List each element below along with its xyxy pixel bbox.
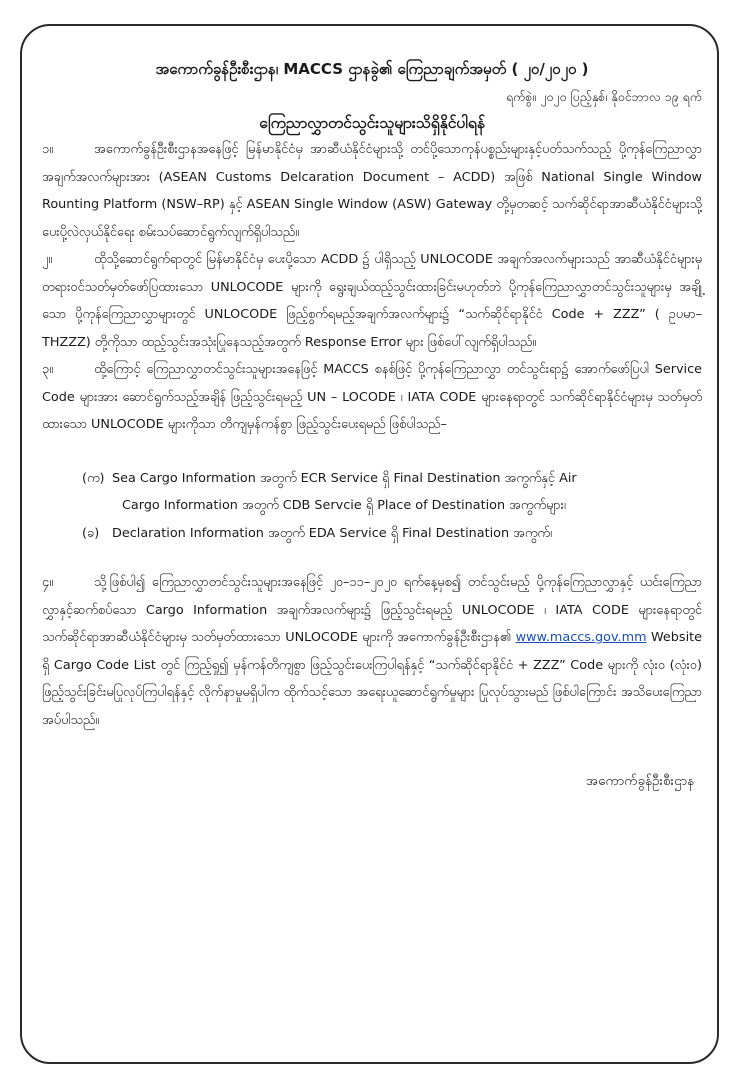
paragraph-number: ၃။ (42, 362, 54, 377)
paragraph-2 (42, 246, 702, 356)
service-code-list (42, 465, 702, 548)
list-marker: (က) (82, 470, 105, 486)
subject-heading: ကြေညာလွှာတင်သွင်းသူများသိရှိနိုင်ပါရန် (259, 114, 485, 132)
paragraph-4 (42, 569, 702, 734)
signature: အကောက်ခွန်ဦးစီးဌာန (585, 773, 694, 789)
paragraph-number: ၂။ (42, 252, 53, 267)
list-item-text: Sea Cargo Information အတွက် ECR Service ရှိ Final Destination အကွက်နှင့် Air (112, 470, 577, 486)
paragraph-text-continued: Website ရှိ Cargo Code List တွင် ကြည့်ရှု၍ မှန်ကန်တိကျစွာ ဖြည့်သွင်းပေးကြပါရန်နှင့် “သက်ဆိုင်ရာနိုင်ငံ + ZZZ” Code များကို လုံးဝ (လုံးဝ) ဖြည့်သွင်းခြင်းမပြုလုပ်ကြပါရန်နှင့် လိုက်နာမှုမရှိပါက ထိုက်သင့်သော အရေးယူဆောင်ရွက်မှုများ ပြုလုပ်သွားမည် ဖြစ်ပါကြောင်း အသိပေးကြေညာအပ်ပါသည်။ (42, 630, 703, 728)
list-item-continuation: Cargo Information အတွက် CDB Servcie ရှိ Place of Destination အကွက်များ၊ (122, 498, 566, 513)
paragraph-text: ထိုသို့ဆောင်ရွက်ရာတွင် မြန်မာနိုင်ငံမှ ပေးပို့သော ACDD ၌ ပါရှိသည့် UNLOCODE အချက်အလက်များသည် အာဆီယံနိုင်ငံများမှ တရားဝင်သတ်မှတ်ဖော်ပြထားသော UNLOCODE များကို ရွေးချယ်ထည့်သွင်းထားခြင်းမဟုတ်ဘဲ ပို့ကုန်ကြေညာလွှာတင်သွင်းသူများမှ အချို့သော ပို့ကုန်ကြေညာလွှာများတွင် UNLOCODE ဖြည့်စွက်ရမည့်အချက်အလက်များ၌ “သက်ဆိုင်ရာနိုင်ငံ Code + ZZZ” ( ဥပမာ– THZZZ) တို့ကိုသာ ထည့်သွင်းအသုံးပြုနေသည့်အတွက် Response Error များ ဖြစ်ပေါ်လျက်ရှိပါသည်။ (42, 252, 702, 350)
document-body (42, 58, 702, 792)
list-item-text: Declaration Information အတွက် EDA Service ရှိ Final Destination အကွက်၊ (112, 525, 552, 541)
paragraph-text: အကောက်ခွန်ဦးစီးဌာနအနေဖြင့် မြန်မာနိုင်ငံမှ အာဆီယံနိုင်ငံများသို့ တင်ပို့သောကုန်ပစ္စည်းများနှင့်ပတ်သက်သည့် ပို့ကုန်ကြေညာလွှာအချက်အလက်များအား (ASEAN Customs Delcaration Document – ACDD) အဖြစ် National Single Window Rounting Platform (NSW–RP) နှင့် ASEAN Single Window (ASW) Gateway တို့မှတဆင့် သက်ဆိုင်ရာအာဆီယံနိုင်ငံများသို့ ပေးပို့လဲလှယ်နိုင်ရေး စမ်းသပ်ဆောင်ရွက်လျက်ရှိပါသည်။ (42, 142, 702, 240)
paragraph-text: သို့ဖြစ်ပါ၍ ကြေညာလွှာတင်သွင်းသူများအနေဖြင့် ၂၀–၁၁–၂၀၂၀ ရက်နေ့မှစ၍ တင်သွင်းမည့် ပို့ကုန်ကြေညာလွှာနှင့် ယင်းကြေညာလွှာနှင့်ဆက်စပ်သော Cargo Information အချက်အလက်များ၌ ဖြည့်သွင်းရမည့် UNLOCODE ၊ IATA CODE များနေရာတွင် သက်ဆိုင်ရာအာဆီယံနိုင်ငံများမှ သတ်မှတ်ထားသော UNLOCODE များကို အကောက်ခွန်ဦးစီးဌာန၏ (42, 575, 702, 645)
paragraph-3 (42, 356, 702, 439)
paragraph-number: ၁။ (42, 142, 54, 157)
list-marker: (ခ) (82, 525, 100, 541)
announcement-title: အကောက်ခွန်ဦးစီးဌာန၊ MACCS ဌာနခွဲ၏ ကြေညာချက်အမှတ် ( ၂၀/၂၀၂၀ ) (155, 60, 589, 78)
date-line: ရက်စွဲ။ ၂၀၂၀ ပြည့်နှစ်၊ နိုဝင်ဘာလ ၁၉ ရက် (506, 89, 702, 104)
maccs-website-link[interactable]: www.maccs.gov.mm (515, 630, 647, 645)
list-item-kha (82, 520, 702, 548)
paragraph-1 (42, 136, 702, 246)
list-item-ka (82, 465, 702, 520)
paragraph-text: ထို့ကြောင့် ကြေညာလွှာတင်သွင်းသူများအနေဖြင့် MACCS စနစ်ဖြင့် ပို့ကုန်ကြေညာလွှာ တင်သွင်းရာ၌ အောက်ဖော်ပြပါ Service Code များအား ဆောင်ရွက်သည့်အချိန် ဖြည့်သွင်းရမည့် UN – LOCODE ၊ IATA CODE များနေရာတွင် သက်ဆိုင်ရာနိုင်ငံများမှ သတ်မှတ်ထားသော UNLOCODE များကိုသာ တိကျမှန်ကန်စွာ ဖြည့်သွင်းပေးရမည် ဖြစ်ပါသည်– (42, 362, 702, 432)
paragraph-number: ၄။ (42, 575, 54, 590)
